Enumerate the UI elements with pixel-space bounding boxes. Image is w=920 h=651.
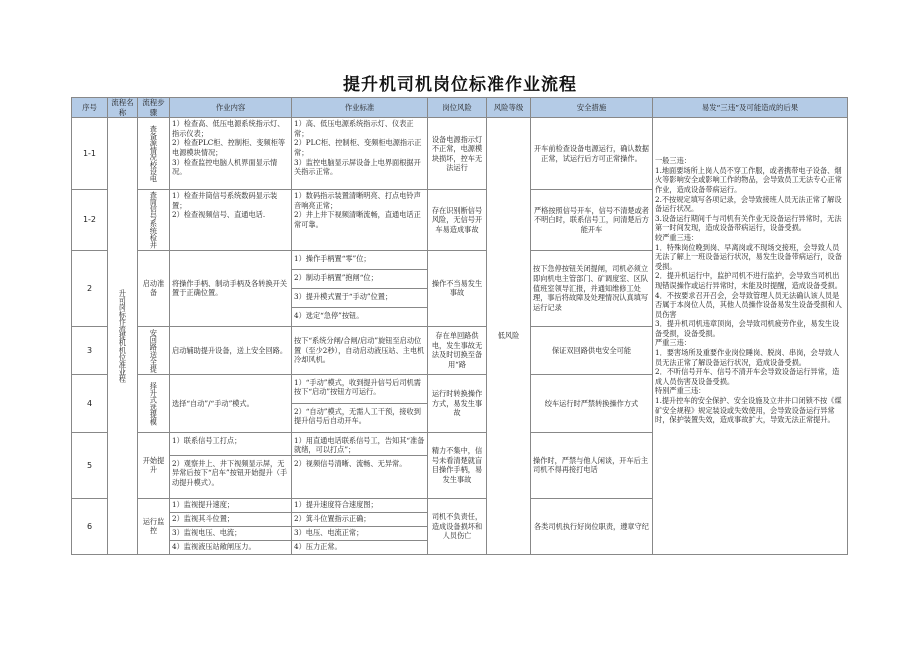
standard-item: 3）电压、电流正常；: [292, 527, 427, 541]
header-risk: 岗位风险: [428, 98, 487, 118]
step-label: 查备源情况校设电: [149, 124, 159, 183]
risk-cell: 操作不当易发生事故: [428, 250, 487, 326]
header-no: 序号: [72, 98, 108, 118]
header-risk-level: 风险等级: [487, 98, 531, 118]
measure-cell: 操作时，严禁与他人闲谈，开车后主司机不得再接打电话: [531, 432, 653, 498]
content-cell: 选择“自动”/“手动”模式。: [170, 374, 292, 432]
risk-cell: 运行时转换操作方式，易发生事故: [428, 374, 487, 432]
step-cell: 运行监控: [138, 498, 170, 554]
content-item: 1）监视提升速度；: [170, 499, 291, 513]
content-cell: [170, 432, 292, 498]
step-cell: [138, 118, 170, 190]
content-item: 4）监视液压站敞闸压力。: [172, 541, 256, 551]
standard-cell: [292, 432, 428, 498]
step-label: 安回路送全提: [149, 328, 159, 372]
step-cell: 开始提升: [138, 432, 170, 498]
measure-cell: 各类司机执行好岗位职责，遵章守纪: [531, 498, 653, 554]
content-item: 1）联系信号工打点；: [170, 433, 291, 456]
content-cell: 1）检查高、低压电源系统指示灯、指示仪表； 2）检查PLC柜、控制柜、变频柜等电源模块情况； 3）检查监控电脑人机界面显示情况。: [170, 118, 292, 190]
row-no: 4: [72, 374, 108, 432]
header-measure: 安全措施: [531, 98, 653, 118]
standard-item: 4）压力正常。: [294, 541, 342, 551]
process-name-cell: [108, 118, 138, 555]
standard-item: 1）“手动”模式，收到提升信号后司机需按下“启动”按钮方可运行。: [292, 375, 427, 404]
step-cell: [138, 374, 170, 432]
measure-cell: 按下急停按钮关闭提闸，司机必须立即向机电主管部门、矿调度室、区队值班室领导汇报，并通知维修工处理，事后将故障及处理情况认真填写运行记录: [531, 250, 653, 326]
standard-item: 1）提升速度符合速度图；: [292, 499, 427, 513]
standard-item: 1）用直通电话联系信号工，告知其“准备就绪，可以打点”；: [292, 433, 427, 456]
procedure-table: [71, 97, 848, 555]
standard-item: 2）“自动”模式，无需人工干预，接收到提升信号后自动开车。: [294, 406, 421, 426]
content-cell: 启动辅助提升设备，送上安全回路。: [170, 326, 292, 374]
standard-item: 1）操作手柄置“零”位；: [292, 251, 427, 270]
standard-cell: 1）数码指示装置清晰明亮、打点电铃声音响亮正常； 2）井上井下视频清晰流畅，直通电话正常可靠。: [292, 190, 428, 251]
page-title: 提升机司机岗位标准作业流程: [343, 75, 577, 95]
header-row: [72, 98, 848, 118]
content-item: 2）观察井上、井下视频显示屏，无异常后按下“启车”按钮开始提升（手动提升模式）。: [172, 458, 288, 487]
header-standard: 作业标准: [292, 98, 428, 118]
standard-cell: [292, 374, 428, 432]
standard-cell: 按下“系统分闸/合闸/启动”旋钮至启动位置（至少2秒），自动启动液压站、主电机冷却风机。: [292, 326, 428, 374]
content-cell: 1）检查井筒信号系统数码显示装置； 2）检查视频信号、直通电话.: [170, 190, 292, 251]
risk-cell: 司机不负责任，造成设备损坏和人员伤亡: [428, 498, 487, 554]
standard-cell: 1）高、低压电源系统指示灯、仪表正常； 2）PLC柜、控制柜、变频柜电源指示正常； 3）监控电脑显示屏设备上电界面根据开关指示正常。: [292, 118, 428, 190]
standard-item: 4）选定“急停”按钮。: [294, 310, 364, 320]
content-cell: [170, 498, 292, 554]
content-item: 3）监视电压、电流；: [170, 527, 291, 541]
step-cell: [138, 326, 170, 374]
row-no: 2: [72, 250, 108, 326]
row-no: 5: [72, 432, 108, 498]
standard-cell: [292, 498, 428, 554]
step-cell: 启动准备: [138, 250, 170, 326]
header-content: 作业内容: [170, 98, 292, 118]
measure-cell: 开车前检查设备电源运行，确认数据正常，试运行后方可正常操作。: [531, 118, 653, 190]
content-cell: 将操作手柄、制动手柄及各转换开关置于正确位置。: [170, 250, 292, 326]
row-no: 1-1: [72, 118, 108, 190]
standard-item: 3）提升模式置于“手动”位置；: [292, 289, 427, 308]
step-cell: [138, 190, 170, 251]
standard-item: 2）箕斗位置指示正确；: [292, 513, 427, 527]
row-no: 6: [72, 498, 108, 554]
risk-cell: 存在识别断信号风险，无信号开车易造成事故: [428, 190, 487, 251]
step-label: 查筒信号系统检井: [149, 191, 159, 249]
content-item: 2）监视其斗位置；: [170, 513, 291, 527]
row-no: 3: [72, 326, 108, 374]
measure-cell: 严格按照信号开车，信号不清楚或者不明白时，联系信号工，问清楚后方能开车: [531, 190, 653, 251]
measure-cell: 保证双回路供电安全可能: [531, 326, 653, 374]
header-consequences: 易发“三违”及可能造成的后果: [653, 98, 848, 118]
consequences-cell: 一般三违： 1.地面要场所上岗人员不穿工作服，或者携带电子设备、烟火等影响安全或影响工作的物品，会导致员工无法专心正常作业，造成设备带病运行。 2.不按规定填写各项记录，会导致接班人员无法正常了解设备运行状况。 3.设备运行期间千与司机有关作业无设备运行异常时，无法第一时间发现，造成设备带病运行，设备受损。 较严重三违： 1．特殊岗位晚到岗、早离岗或不现场交接班，会导致人员无法了解上一班设备运行状况，易发生设备带病运行，设备受损。 2．提升机运行中，监护司机不进行监护，会导致当司机出现错误操作或运行异常时，未能及时提醒，造成设备受损。 4．不按要求召开召会，会导致管理人员无法确认该人员是否属于本岗位人员，其他人员操作设备易发生设备受损和人员伤害 3．提升机司机违章顶岗，会导致司机疲劳作业，易发生设备受损，设备受损。 严重三违： 1．要害场所及重要作业岗位睡岗、脱岗、串岗，会导致人员无法正常了解设备运行状况，造成设备受损。 2．不听信号开车、信号不清开车会导致设备运行异常，造成人员伤害及设备受损。 特别严重三违： 1.提升控车的安全保护、安全设施及立井井口闭锁不按《煤矿安全规程》规定装设或失效使用，会导致设备运行异常时，保护装置失效，造成事故扩大，导致无法正常提升。: [653, 118, 848, 555]
standard-item: 2）视频信号清晰、流畅、无异常。: [294, 458, 407, 468]
standard-cell: [292, 250, 428, 326]
risk-level-cell: 低风险: [487, 118, 531, 555]
header-process-name: 流程名称: [108, 98, 138, 118]
risk-cell: 设备电源指示灯不正常，电源模块损坏，控车无法运行: [428, 118, 487, 190]
step-label: 择升式选提模: [149, 381, 159, 425]
process-name: 升司岗标作流提机机位准业程: [118, 289, 128, 383]
table-row: [72, 118, 848, 190]
measure-cell: 绞车运行时严禁转换操作方式: [531, 374, 653, 432]
row-no: 1-2: [72, 190, 108, 251]
risk-cell: 精力不集中，信号未看清楚就盲目操作手柄，易发生事故: [428, 432, 487, 498]
header-process-step: 流程步骤: [138, 98, 170, 118]
risk-cell: 存在单回路供电，发生事故无法及时切换至备用“路: [428, 326, 487, 374]
standard-item: 2）制动手柄置”抱闸“位；: [292, 270, 427, 289]
